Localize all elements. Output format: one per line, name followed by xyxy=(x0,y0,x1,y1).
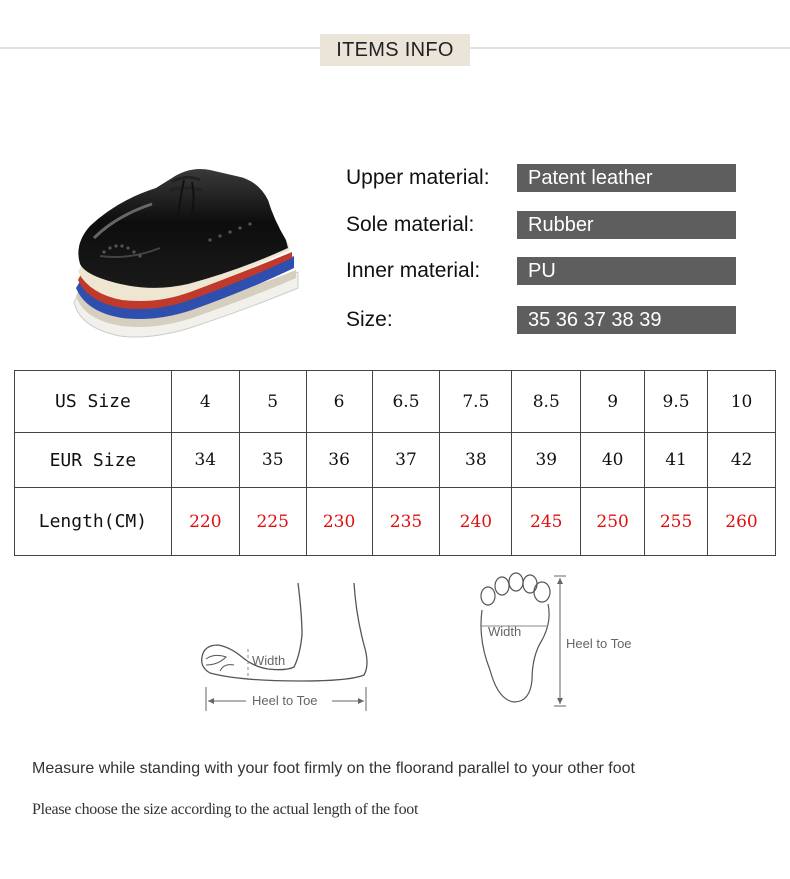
header-rule-left xyxy=(0,47,320,49)
size-instruction: Please choose the size according to the actual length of the foot xyxy=(32,801,419,818)
toe-outline xyxy=(220,665,234,671)
arrow-down-icon xyxy=(557,698,563,704)
foot-top-outline xyxy=(481,604,549,702)
table-cell: 34 xyxy=(171,433,239,488)
size-table xyxy=(14,370,776,556)
section-title: ITEMS INFO xyxy=(320,34,470,66)
table-cell: 6.5 xyxy=(372,371,440,433)
table-cell: 255 xyxy=(645,488,708,556)
arrow-right-icon xyxy=(358,698,364,704)
row-header-length: Length(CM) xyxy=(15,488,172,556)
table-cell: 10 xyxy=(708,371,776,433)
table-cell: 245 xyxy=(512,488,581,556)
size-value: 35 36 37 38 39 xyxy=(517,306,736,334)
top-length-label: Heel to Toe xyxy=(566,636,632,651)
table-cell: 225 xyxy=(239,488,306,556)
side-length-label: Heel to Toe xyxy=(252,693,318,708)
side-width-label: Width xyxy=(252,653,286,668)
table-cell: 9 xyxy=(581,371,645,433)
size-label: Size: xyxy=(346,308,393,331)
table-cell: 42 xyxy=(708,433,776,488)
foot-side-diagram xyxy=(190,575,380,720)
row-header-eur-size: EUR Size xyxy=(15,433,172,488)
sole-material-value: Rubber xyxy=(517,211,736,239)
table-cell: 41 xyxy=(645,433,708,488)
inner-material-value: PU xyxy=(517,257,736,285)
table-row-us-size xyxy=(15,371,776,433)
measure-instruction: Measure while standing with your foot firmly on the floorand parallel to your other foot xyxy=(32,760,635,777)
foot-top-diagram xyxy=(470,570,650,715)
toe-outline xyxy=(481,587,495,605)
upper-material-label: Upper material: xyxy=(346,166,490,189)
top-width-label: Width xyxy=(488,624,522,639)
table-cell: 37 xyxy=(372,433,440,488)
sole-material-label: Sole material: xyxy=(346,213,475,236)
table-cell: 9.5 xyxy=(645,371,708,433)
table-cell: 230 xyxy=(306,488,372,556)
table-cell: 240 xyxy=(440,488,512,556)
toe-outline xyxy=(495,577,509,595)
shoe-image xyxy=(60,160,310,350)
table-cell: 39 xyxy=(512,433,581,488)
header-rule-right xyxy=(470,47,790,49)
arrow-left-icon xyxy=(208,698,214,704)
table-cell: 8.5 xyxy=(512,371,581,433)
toe-outline xyxy=(509,573,523,591)
table-cell: 35 xyxy=(239,433,306,488)
toe-outline xyxy=(534,582,550,602)
table-cell: 5 xyxy=(239,371,306,433)
arrow-up-icon xyxy=(557,578,563,584)
table-row-eur-size xyxy=(15,433,776,488)
toe-outline xyxy=(206,655,226,665)
table-cell: 235 xyxy=(372,488,440,556)
table-cell: 36 xyxy=(306,433,372,488)
table-cell: 38 xyxy=(440,433,512,488)
table-row-length xyxy=(15,488,776,556)
table-cell: 40 xyxy=(581,433,645,488)
toe-outline xyxy=(523,575,537,593)
table-cell: 4 xyxy=(171,371,239,433)
upper-material-value: Patent leather xyxy=(517,164,736,192)
table-cell: 220 xyxy=(171,488,239,556)
row-header-us-size: US Size xyxy=(15,371,172,433)
table-cell: 7.5 xyxy=(440,371,512,433)
table-cell: 260 xyxy=(708,488,776,556)
inner-material-label: Inner material: xyxy=(346,259,481,282)
table-cell: 250 xyxy=(581,488,645,556)
table-cell: 6 xyxy=(306,371,372,433)
